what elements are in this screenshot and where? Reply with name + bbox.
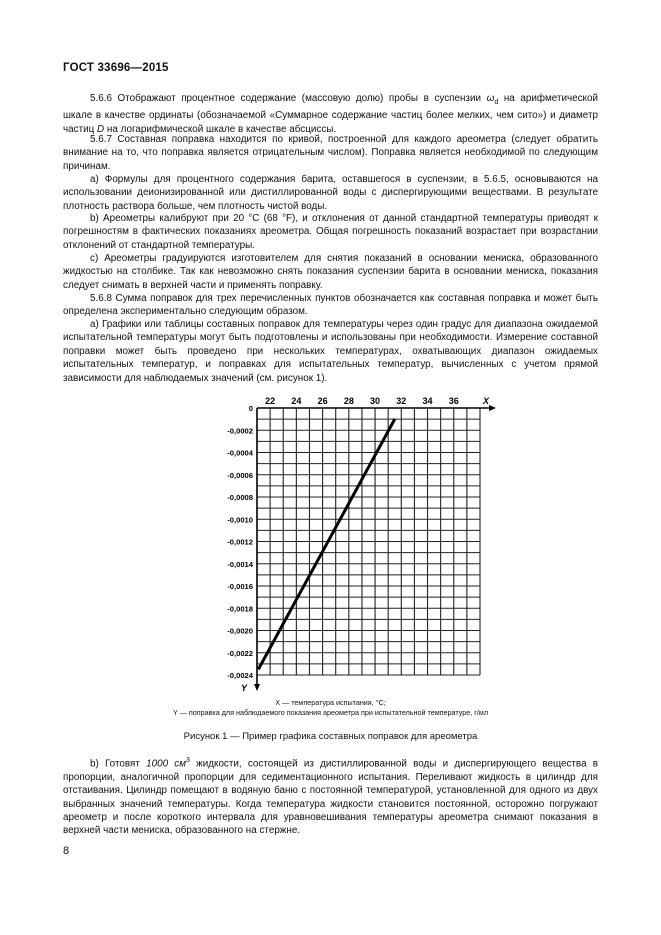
paragraph-b-calibration: b) Ареометры калибруют при 20 °C (68 °F), и отклонения от данной стандартной температуры приводят к погрешностям в фактических показаниях ареометра. Общая погрешность показаний возрастает при возрастании отклонений от стандартной температуры. xyxy=(63,213,598,251)
document-header: ГОСТ 33696—2015 xyxy=(63,62,169,74)
figure-caption: Рисунок 1 — Пример графика составных поправок для ареометра xyxy=(183,731,478,742)
x-axis-arrow xyxy=(489,405,496,411)
chart-labels xyxy=(227,396,490,693)
y-tick-label: -0,0006 xyxy=(227,470,253,480)
correction-chart xyxy=(200,393,510,698)
y-tick-label: -0,0016 xyxy=(227,582,253,591)
y-tick-label: -0,0004 xyxy=(227,448,253,458)
y-tick-label: -0,0008 xyxy=(227,493,253,502)
x-tick-label: 28 xyxy=(343,396,354,406)
x-tick-label: 34 xyxy=(422,396,433,406)
paragraph-b-prepare: b) Готовят 1000 $см^3$ жидкости, состоящей из дистиллированной воды и диспергирующего вещества в пропорции, аналогичной пропорции для седиментационного испытания. Переливают жидкость в цилиндр для отстаивания. Цилиндр помещают в водяную баню с постоянной температурой, установленной для одного из двух выбранных значений температуры. Когда температура жидкости становится постоянной, осторожно погружают ареометр и после короткого интервала для уравновешивания температуры ареометра снимают показания в верхней части мениска, образованного на стержне. xyxy=(63,757,599,837)
figure-legend-x: X — температура испытания, °C; xyxy=(275,698,386,707)
paragraph-c-meniscus: c) Ареометры градуируются изготовителем для снятия показаний в основании мениска, образованного жидкостью на столбике. Так как невозможно снять показания суспензии барита в основании мениска, показания следует снимать в верхней части и применять поправку. xyxy=(63,253,598,291)
y-tick-label: -0,0018 xyxy=(227,604,253,614)
paragraph-5-6-7: 5.6.7 Составная поправка находится по кривой, построенной для каждого ареометра (следует обратить внимание на то, что поправка является отрицательным числом). Поправка является необходимой по следующим причинам. xyxy=(63,134,598,172)
y-tick-label: -0,0012 xyxy=(227,537,253,547)
page-number: 8 xyxy=(63,845,70,857)
y-tick-label: -0,0022 xyxy=(227,648,253,658)
figure-legend-y: Y — поправка для наблюдаемого показания ареометра при испытательной температуре, г/мл xyxy=(172,708,489,717)
chart-grid xyxy=(257,408,480,675)
y-tick-label: 0 xyxy=(248,404,253,413)
y-tick-label: -0,0020 xyxy=(227,626,253,636)
y-axis-arrow xyxy=(254,684,260,691)
y-tick-label: -0,0002 xyxy=(227,426,253,436)
correction-line xyxy=(258,419,394,669)
y-tick-label: -0,0014 xyxy=(227,559,253,569)
y-axis-label: Y xyxy=(241,683,248,693)
y-tick-label: -0,0010 xyxy=(227,515,253,525)
paragraph-5-6-8: 5.6.8 Сумма поправок для трех перечисленных пунктов обозначается как составная поправка и может быть определена экспериментально следующим образом. xyxy=(63,293,598,318)
x-tick-label: 26 xyxy=(317,396,328,406)
paragraph-5-6-6: 5.6.6 Отображают процентное содержание (массовую долю) пробы в суспензии $\omega_d$ на арифметической шкале в качестве ординаты (обозначаемой «Суммарное содержание частиц более мелких, чем сито») и диаметр частиц D на логарифмической шкале в качестве абсциссы. xyxy=(63,93,598,135)
x-tick-label: 22 xyxy=(265,396,276,406)
x-axis-label: X xyxy=(483,396,490,406)
paragraph-a-barite: a) Формулы для процентного содержания барита, оставшегося в суспензии, в 5.6.5, основываются на использовании деионизированной или дистиллированной воды с диспергирующими веществами. В результате плотность раствора больше, чем плотность чистой воды. xyxy=(63,174,598,212)
paragraph-a-graphs: a) Графики или таблицы составных поправок для температуры через один градус для диапазона ожидаемой испытательной температуры могут быть подготовлены и использованы при необходимости. Измерение составной поправки может быть проведено при нескольких температурах, охватывающих диапазон ожидаемых испытательных температур, и поправках для испытательных температур, вычисленных с учетом прямой зависимости для наблюдаемых значений (см. рисунок 1). xyxy=(63,319,598,384)
chart-series xyxy=(258,419,394,669)
x-tick-label: 36 xyxy=(448,396,459,406)
x-tick-label: 24 xyxy=(291,396,302,406)
x-tick-label: 30 xyxy=(370,396,381,406)
y-tick-label: -0,0024 xyxy=(227,671,253,680)
x-tick-label: 32 xyxy=(396,396,407,406)
